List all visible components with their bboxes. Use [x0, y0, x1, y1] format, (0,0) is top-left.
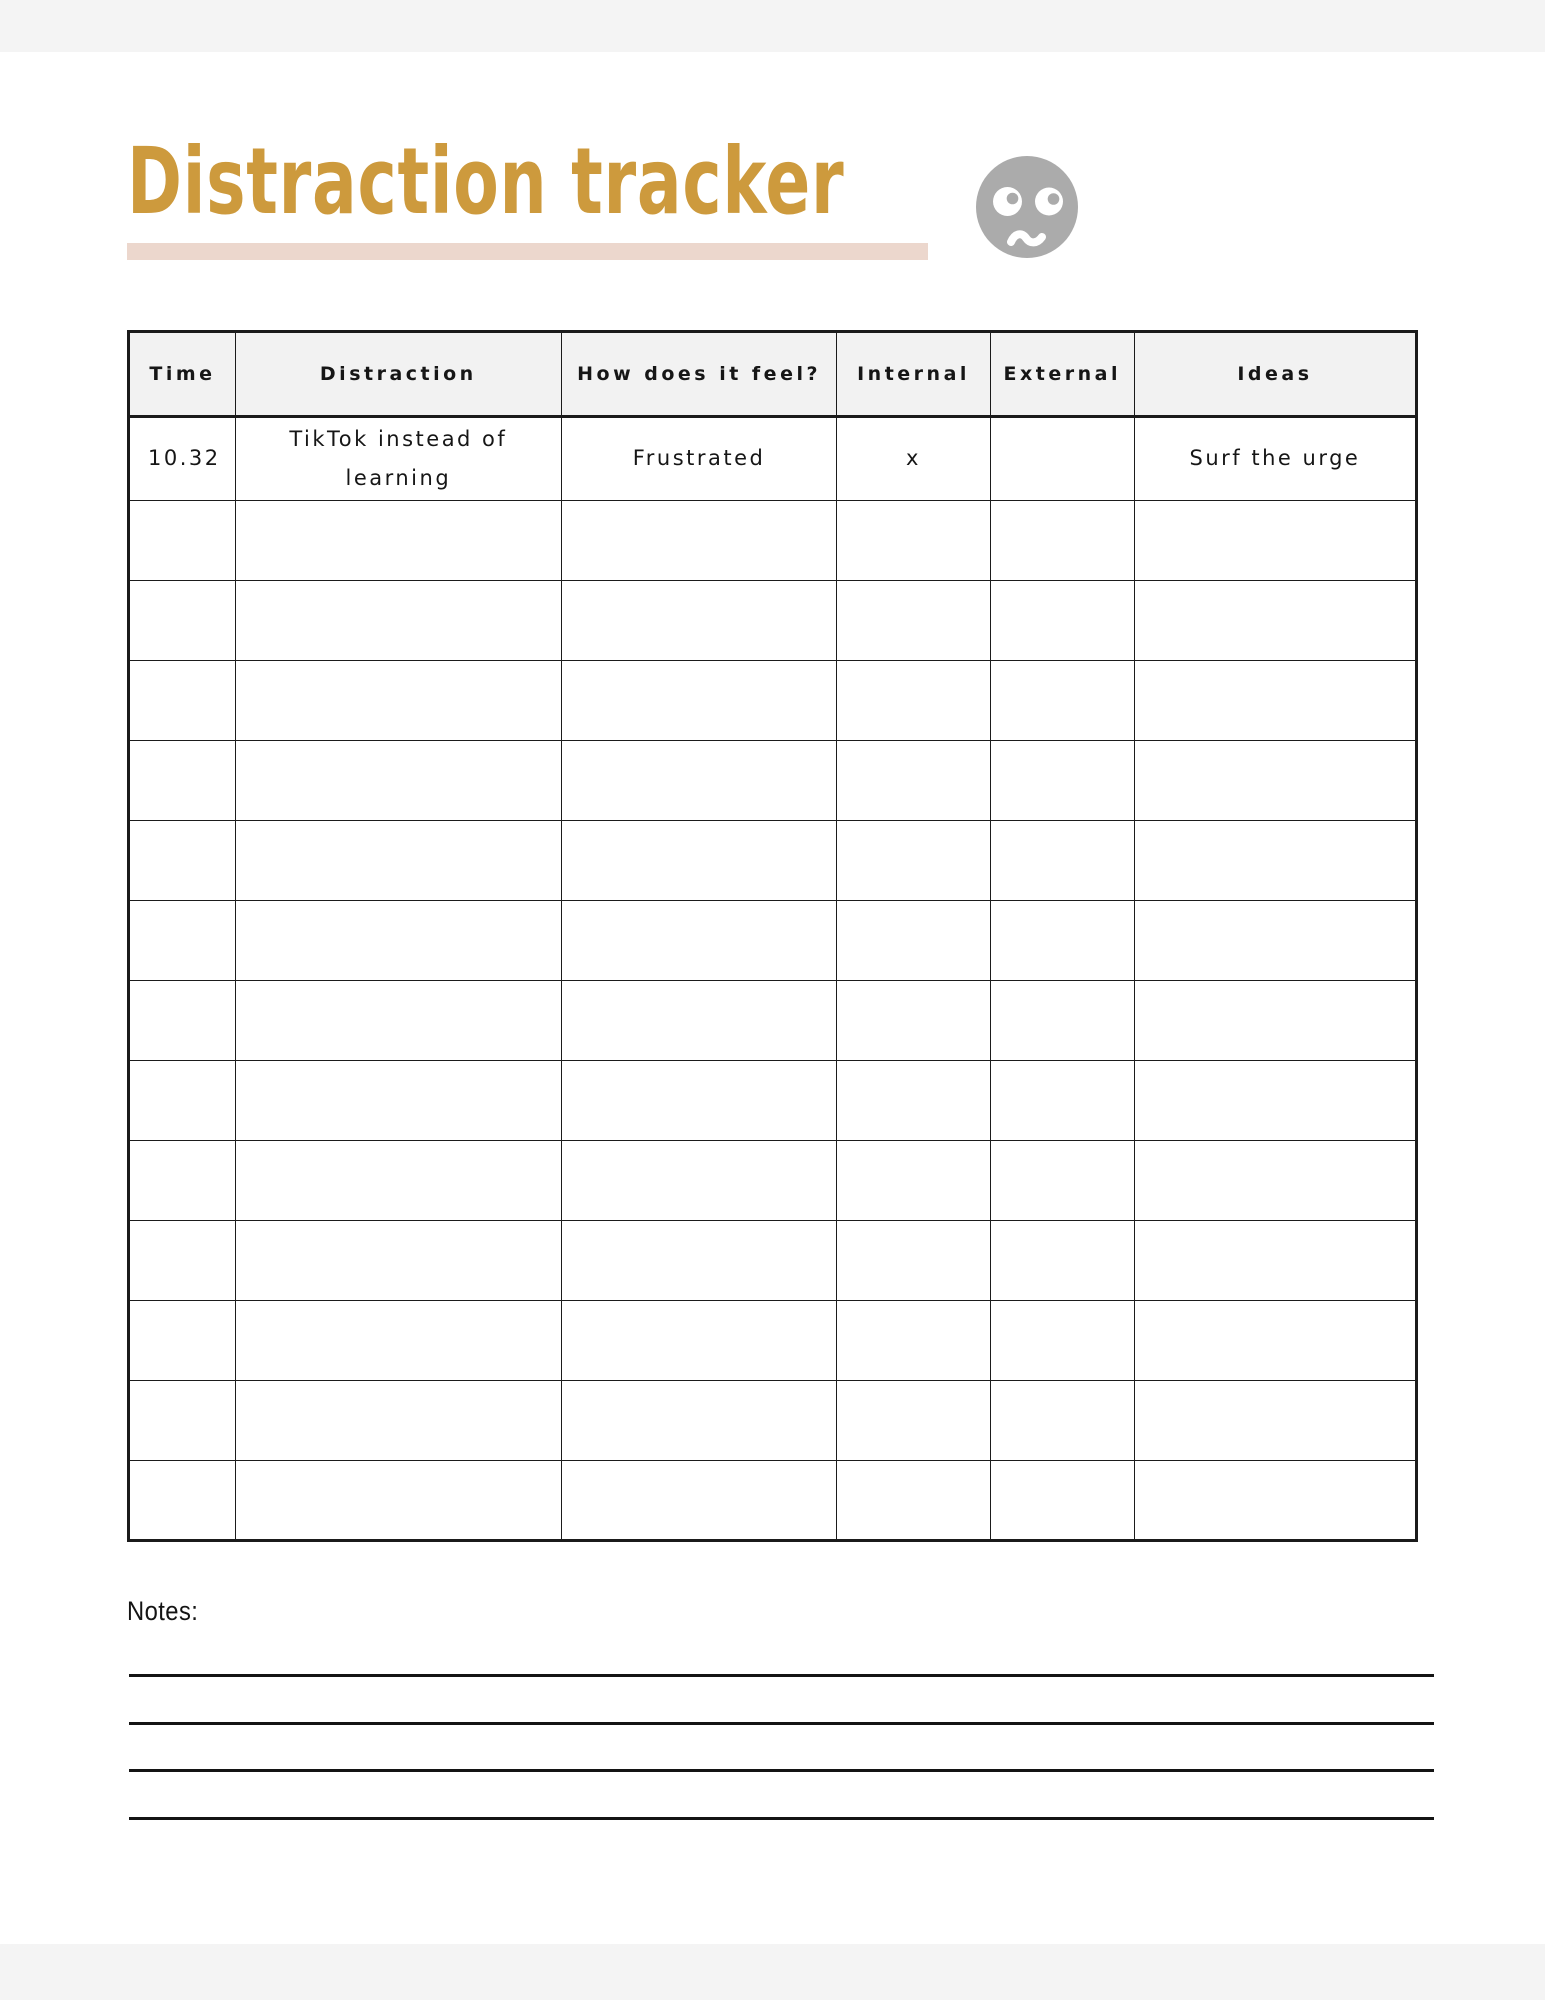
page-bottom-margin [0, 1944, 1545, 2000]
table-row [129, 900, 1417, 980]
column-header-external: External [990, 332, 1134, 417]
table-row [129, 1300, 1417, 1380]
table-cell [561, 820, 837, 900]
table-cell [837, 1140, 990, 1220]
table-cell [561, 900, 837, 980]
page-title: Distraction tracker [127, 128, 845, 235]
table-cell [235, 1140, 561, 1220]
table-cell [1134, 900, 1416, 980]
table-cell [235, 740, 561, 820]
table-cell [990, 1060, 1134, 1140]
table-cell [990, 820, 1134, 900]
table-cell [561, 1220, 837, 1300]
table-cell [561, 740, 837, 820]
table-cell [129, 820, 236, 900]
table-cell: Frustrated [561, 417, 837, 501]
table-cell [129, 1140, 236, 1220]
table-cell [1134, 660, 1416, 740]
table-cell [561, 500, 837, 580]
table-row [129, 1460, 1417, 1540]
table-cell [129, 1460, 236, 1540]
table-cell [990, 1140, 1134, 1220]
table-cell [129, 740, 236, 820]
table-row [129, 820, 1417, 900]
table-cell [1134, 1140, 1416, 1220]
table-cell [1134, 1460, 1416, 1540]
table-cell [129, 1380, 236, 1460]
notes-label: Notes: [127, 1596, 199, 1626]
woozy-face-icon [975, 155, 1079, 259]
table-cell [1134, 820, 1416, 900]
table-row [129, 740, 1417, 820]
table-cell [129, 1220, 236, 1300]
table-row [129, 580, 1417, 660]
table-cell [1134, 980, 1416, 1060]
table-cell [235, 1060, 561, 1140]
title-underline [127, 243, 928, 260]
table-cell: x [837, 417, 990, 501]
column-header-time: Time [129, 332, 236, 417]
table-cell [235, 1220, 561, 1300]
table-cell [990, 660, 1134, 740]
table-cell [235, 1380, 561, 1460]
table-cell [837, 580, 990, 660]
table-cell [235, 820, 561, 900]
page-top-margin [0, 0, 1545, 52]
notes-blank-line [129, 1817, 1434, 1820]
table-cell [129, 900, 236, 980]
table-row [129, 1220, 1417, 1300]
table-cell [990, 740, 1134, 820]
table-row [129, 500, 1417, 580]
table-cell [990, 1300, 1134, 1380]
table-cell [235, 580, 561, 660]
table-cell [837, 1060, 990, 1140]
table-cell [235, 980, 561, 1060]
table-cell [1134, 1220, 1416, 1300]
table-cell [561, 1380, 837, 1460]
table-cell [129, 660, 236, 740]
table-cell [561, 1060, 837, 1140]
table-cell: 10.32 [129, 417, 236, 501]
table-cell [129, 1300, 236, 1380]
table-cell [561, 1300, 837, 1380]
table-cell [990, 900, 1134, 980]
table-cell [235, 900, 561, 980]
table-cell [561, 1460, 837, 1540]
column-header-distraction: Distraction [235, 332, 561, 417]
table-cell [561, 1140, 837, 1220]
table-cell [837, 820, 990, 900]
table-cell [235, 1460, 561, 1540]
table-cell [837, 980, 990, 1060]
table-row [129, 980, 1417, 1060]
table-cell: Surf the urge [1134, 417, 1416, 501]
table-cell [990, 417, 1134, 501]
table-cell [1134, 740, 1416, 820]
table-cell [990, 1460, 1134, 1540]
column-header-how-does-it-feel: How does it feel? [561, 332, 837, 417]
table-cell [1134, 1380, 1416, 1460]
table-cell [837, 660, 990, 740]
table-row [129, 417, 1417, 501]
table-cell [129, 1060, 236, 1140]
table-cell [837, 1220, 990, 1300]
table-cell [1134, 580, 1416, 660]
distraction-table [127, 330, 1418, 1542]
table-cell [235, 660, 561, 740]
table-row [129, 1060, 1417, 1140]
table-cell [1134, 500, 1416, 580]
notes-blank-line [129, 1674, 1434, 1677]
table-cell [235, 1300, 561, 1380]
table-cell [837, 740, 990, 820]
table-cell [1134, 1300, 1416, 1380]
column-header-ideas: Ideas [1134, 332, 1416, 417]
table-cell [837, 900, 990, 980]
notes-blank-line [129, 1722, 1434, 1725]
table-cell [561, 660, 837, 740]
table-cell [837, 1380, 990, 1460]
table-cell [837, 1300, 990, 1380]
table-cell [990, 580, 1134, 660]
column-header-internal: Internal [837, 332, 990, 417]
table-cell [990, 1220, 1134, 1300]
table-cell [837, 1460, 990, 1540]
table-cell [1134, 1060, 1416, 1140]
table-cell [129, 980, 236, 1060]
table-cell [129, 500, 236, 580]
table-cell [990, 980, 1134, 1060]
table-cell: TikTok instead of learning [235, 417, 561, 501]
table-row [129, 1140, 1417, 1220]
table-cell [837, 500, 990, 580]
notes-blank-line [129, 1769, 1434, 1772]
table-row [129, 1380, 1417, 1460]
table-cell [561, 580, 837, 660]
table-cell [129, 580, 236, 660]
table-cell [990, 500, 1134, 580]
table-cell [990, 1380, 1134, 1460]
table-header-row [129, 332, 1417, 417]
table-row [129, 660, 1417, 740]
table-cell [561, 980, 837, 1060]
table-cell [235, 500, 561, 580]
